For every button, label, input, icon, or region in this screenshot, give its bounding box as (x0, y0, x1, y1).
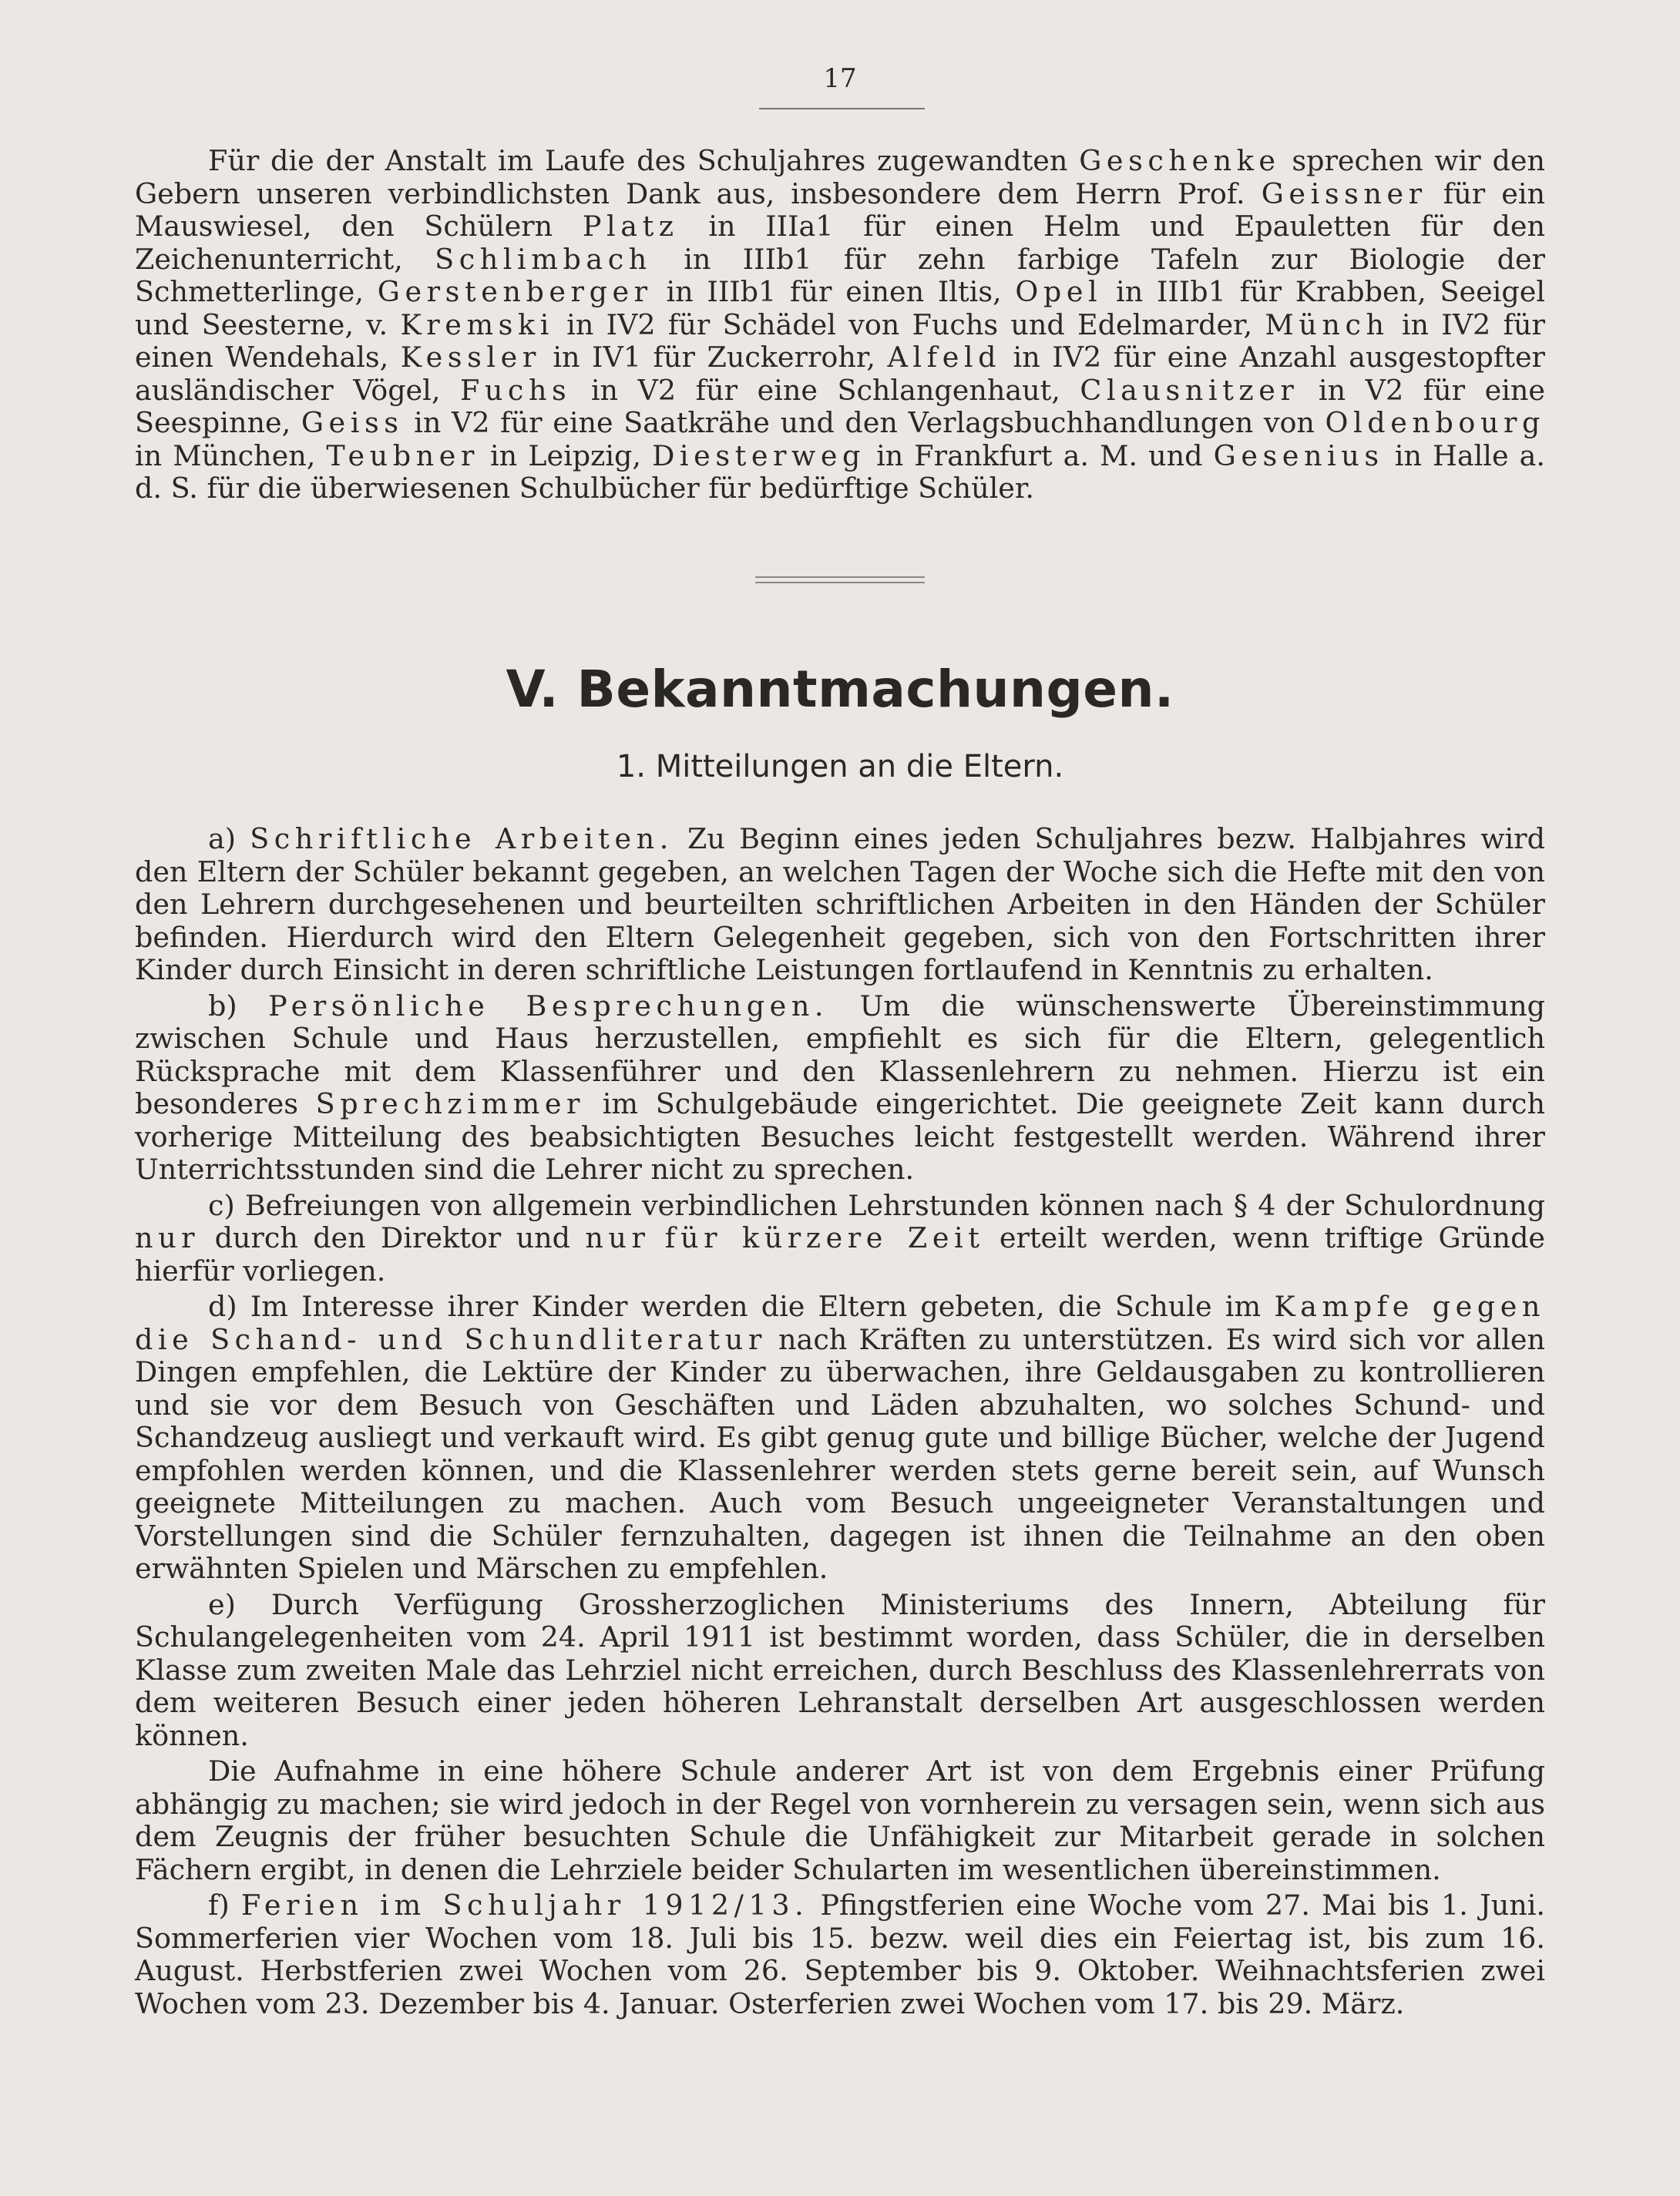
text-run: in Frankfurt a. M. und (876, 438, 1203, 472)
item-text: Pfingstferien eine Woche vom 27. Mai bis 1. Juni. Sommerferien vier Wochen vom 18. Juli bis 15. bezw. weil dies ein Feiertag ist, bis zum 16. August. Herbstferien zwei Wochen vom 26. September bis 9. Oktober. Weihnachtsferien zwei Wochen vom 23. Dezember bis 4. Januar. Osterferien zwei Wochen vom 17. bis 29. März. (135, 1889, 1545, 2020)
notices-section (135, 823, 1545, 2020)
item-text: e) Durch Verfügung Grossherzoglichen Ministeriums des Innern, Abteilung für Schulangelegenheiten vom 24. April 1911 ist bestimmt worden, dass Schüler, die in derselben Klasse zum zweiten Male das Lehrziel nicht erreichen, durch Beschluss des Klassenlehrerrats von dem weiteren Besuch einer jeden höheren Lehranstalt derselben Art ausgeschlossen werden können. (135, 1587, 1545, 1752)
name-opel: Opel (1015, 275, 1103, 308)
item-f-paragraph (135, 1889, 1545, 2020)
text-run: Für die der Anstalt im Laufe des Schuljahres zugewandten (208, 144, 1068, 177)
item-d-paragraph (135, 1291, 1545, 1586)
item-a-paragraph (135, 823, 1545, 987)
emphasis-geschenke: Geschenke (1079, 144, 1281, 177)
item-label: a) (208, 822, 237, 855)
section-divider (755, 576, 925, 587)
text-run: in IIIb1 für Krabben, Seeigel und Seesterne, v. (135, 275, 1545, 341)
text-run: in IV1 für Zuckerrohr, (553, 341, 875, 374)
item-title: Persönliche Besprechungen. (268, 989, 829, 1022)
name-kremski: Kremski (400, 307, 554, 341)
item-title: Schriftliche Arbeiten. (250, 822, 674, 855)
name-geiss: Geiss (301, 406, 404, 439)
item-text: nach Kräften zu unterstützen. Es wird sich vor allen Dingen empfehlen, die Lektüre der Kinder zu überwachen, ihre Geldausgaben zu kontrollieren und sie vor dem Besuch von Geschäften und Läden abzuhalten, wo solches Schund- und Schandzeug ausliegt und verkauft wird. Es gibt genug gute und billige Bücher, welche der Jugend empfohlen werden können, und die Klassenlehrer werden stets gerne bereit sein, auf Wunsch geeignete Mitteilungen zu machen. Auch vom Besuch ungeeigneter Veranstaltungen und Vorstellungen sind die Schüler fernzuhalten, dagegen ist ihnen die Teilnahme an den oben erwähnten Spielen und Märschen zu empfehlen. (135, 1322, 1545, 1585)
item-e-continuation-paragraph (135, 1755, 1545, 1886)
item-text: im Schulgebäude eingerichtet. Die geeignete Zeit kann durch vorherige Mitteilung des beabsichtigten Besuches leicht festgestellt werden. Während ihrer Unterrichtsstunden sind die Lehrer nicht zu sprechen. (135, 1087, 1545, 1186)
page-number-rule (759, 108, 925, 109)
donations-section (135, 145, 1545, 505)
name-geissner: Geissner (1261, 176, 1427, 210)
item-c-paragraph (135, 1190, 1545, 1288)
name-schlimbach: Schlimbach (435, 242, 652, 276)
emphasis-sprechzimmer: Sprechzimmer (315, 1087, 586, 1120)
name-clausnitzer: Clausnitzer (1080, 373, 1299, 407)
text-run: in IIIb1 für einen Iltis, (666, 275, 1002, 308)
text-run: für ein Mauswiesel, den Schülern (135, 176, 1545, 243)
text-run: sprechen wir den Gebern unseren verbindlichsten Dank aus, insbesondere dem Herrn Prof. (135, 144, 1545, 210)
text-run: in V2 für eine Seespinne, (135, 373, 1546, 439)
text-run: in IV2 für eine Anzahl ausgestopfter ausländischer Vögel, (135, 341, 1546, 407)
text-run: in V2 für eine Schlangenhaut, (590, 373, 1060, 407)
section-heading: V. Bekanntmachungen. (506, 660, 1174, 719)
item-text: Zu Beginn eines jeden Schuljahres bezw. Halbjahres wird den Eltern der Schüler bekannt gegeben, an welchen Tagen der Woche sich die Hefte mit den von den Lehrern durchgesehenen und beurteilten schriftlichen Arbeiten in den Händen der Schüler befinden. Hierdurch wird den Eltern Gelegenheit gegeben, sich von den Fortschritten ihrer Kinder durch Einsicht in deren schriftliche Leistungen fortlaufend in Kenntnis zu erhalten. (135, 822, 1545, 986)
text-run: in IV2 für Schädel von Fuchs und Edelmarder, (566, 307, 1253, 341)
item-title: Ferien im Schuljahr 1912/13. (240, 1889, 809, 1922)
item-label: f) (208, 1889, 230, 1922)
item-text: d) Im Interesse ihrer Kinder werden die Eltern gebeten, die Schule im (208, 1290, 1262, 1323)
page-number: 17 (823, 63, 857, 94)
name-muench: Münch (1265, 307, 1389, 341)
name-teubner: Teubner (326, 438, 479, 472)
emphasis-kuerzere-zeit: für kürzere Zeit (664, 1221, 985, 1254)
emphasis-nur: nur (135, 1221, 200, 1254)
name-gerstenberger: Gerstenberger (377, 275, 653, 308)
name-fuchs: Fuchs (459, 373, 572, 407)
name-oldenbourg: Oldenbourg (1325, 406, 1545, 439)
item-b-paragraph (135, 990, 1545, 1187)
divider-line (755, 582, 925, 583)
item-text: durch den Direktor und (214, 1221, 570, 1254)
item-e-paragraph (135, 1589, 1545, 1753)
name-alfeld: Alfeld (887, 341, 1002, 374)
text-run: in V2 für eine Saatkrähe und den Verlagsbuchhandlungen von (414, 406, 1315, 439)
emphasis-nur: nur (585, 1221, 650, 1254)
item-label: b) (208, 989, 237, 1022)
text-run: in IV2 für einen Wendehals, (135, 307, 1545, 374)
text-run: in IIIb1 für zehn farbige Tafeln zur Biologie der Schmetterlinge, (135, 242, 1545, 308)
name-kessler: Kessler (400, 341, 541, 374)
section-subheading: 1. Mitteilungen an die Eltern. (616, 749, 1064, 784)
emphasis-kampf: Kampfe gegen die Schand- und Schundliteratur (135, 1290, 1545, 1356)
divider-line (755, 576, 925, 578)
name-gesenius: Gesenius (1213, 438, 1384, 472)
donations-paragraph (135, 145, 1545, 505)
item-text: Die Aufnahme in eine höhere Schule anderer Art ist von dem Ergebnis einer Prüfung abhängig zu machen; sie wird jedoch in der Regel von vornherein zu versagen sein, wenn sich aus dem Zeugnis der früher besuchten Schule die Unfähigkeit zur Mitarbeit gerade in solchen Fächern ergibt, in denen die Lehrziele beider Schularten im wesentlichen übereinstimmen. (135, 1754, 1545, 1886)
text-run: in Leipzig, (490, 438, 641, 472)
text-run: in München, (135, 438, 316, 472)
item-text: Um die wünschenswerte Übereinstimmung zwischen Schule und Haus herzustellen, empfiehlt es sich für die Eltern, gelegentlich Rücksprache mit dem Klassenführer und den Klassenlehrern zu nehmen. Hierzu ist ein besonderes (135, 989, 1545, 1120)
text-run: in Halle a. d. S. für die überwiesenen Schulbücher für bedürftige Schüler. (135, 438, 1545, 505)
item-text: erteilt werden, wenn triftige Gründe hierfür vorliegen. (135, 1221, 1546, 1288)
text-run: in IIIa1 für einen Helm und Epauletten für den Zeichenunterricht, (135, 210, 1545, 276)
name-platz: Platz (582, 210, 679, 243)
name-diesterweg: Diesterweg (652, 438, 865, 472)
item-text: c) Befreiungen von allgemein verbindlichen Lehrstunden können nach § 4 der Schulordnung (208, 1188, 1545, 1222)
